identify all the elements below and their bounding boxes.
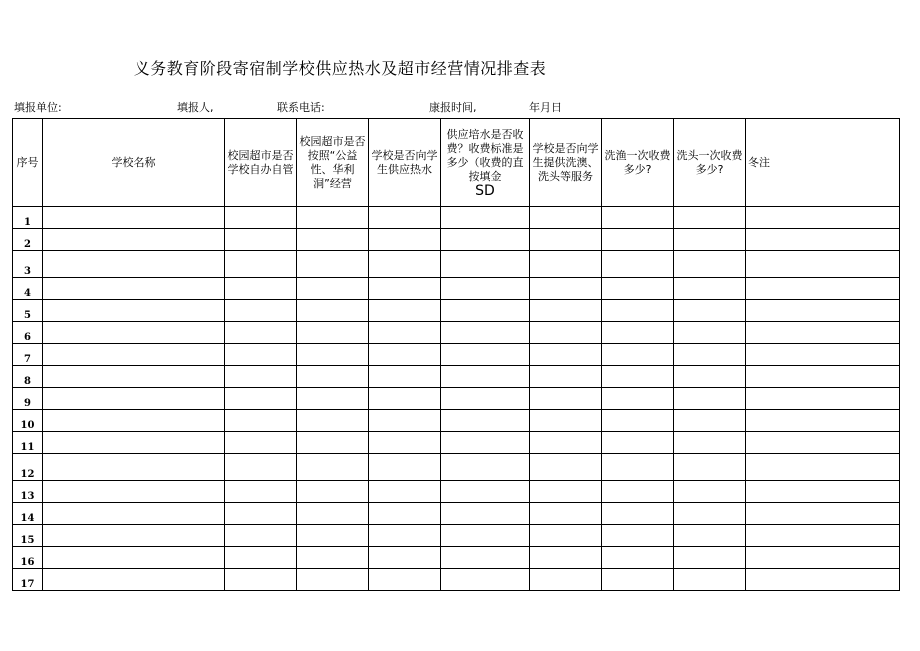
table-cell[interactable] — [43, 300, 225, 322]
unit-label: 填报单位: — [14, 101, 62, 114]
table-cell[interactable] — [602, 322, 674, 344]
table-cell[interactable] — [369, 432, 441, 454]
table-cell[interactable] — [43, 503, 225, 525]
table-cell[interactable] — [297, 547, 369, 569]
table-cell[interactable] — [441, 410, 530, 432]
table-cell[interactable] — [602, 278, 674, 300]
table-cell[interactable] — [602, 432, 674, 454]
table-cell[interactable] — [369, 251, 441, 278]
header-seq: 序号 — [13, 119, 43, 207]
table-row — [13, 481, 900, 503]
row-number: 2 — [13, 229, 43, 251]
table-cell[interactable] — [297, 300, 369, 322]
table-cell[interactable] — [602, 525, 674, 547]
table-cell[interactable] — [746, 454, 900, 481]
table-cell[interactable] — [225, 322, 297, 344]
table-row — [13, 207, 900, 229]
table-cell[interactable] — [225, 525, 297, 547]
header-hot-water: 学校是否向学生供应热水 — [369, 119, 441, 207]
table-cell[interactable] — [746, 300, 900, 322]
table-cell[interactable] — [297, 481, 369, 503]
table-cell[interactable] — [602, 388, 674, 410]
table-cell[interactable] — [297, 251, 369, 278]
table-cell[interactable] — [441, 388, 530, 410]
table-cell[interactable] — [369, 344, 441, 366]
table-cell[interactable] — [530, 547, 602, 569]
header-bath-fee: 洗渔一次收费多少? — [602, 119, 674, 207]
table-cell[interactable] — [746, 251, 900, 278]
table-cell[interactable] — [530, 278, 602, 300]
table-cell[interactable] — [297, 322, 369, 344]
table-cell[interactable] — [297, 207, 369, 229]
table-cell[interactable] — [441, 432, 530, 454]
table-cell[interactable] — [602, 503, 674, 525]
table-cell[interactable] — [225, 503, 297, 525]
table-cell[interactable] — [225, 366, 297, 388]
table-cell[interactable] — [674, 207, 746, 229]
row-number: 11 — [13, 432, 43, 454]
table-cell[interactable] — [602, 229, 674, 251]
table-cell[interactable] — [746, 229, 900, 251]
table-cell[interactable] — [602, 481, 674, 503]
table-cell[interactable] — [297, 388, 369, 410]
table-cell[interactable] — [674, 278, 746, 300]
table-cell[interactable] — [746, 547, 900, 569]
row-number: 13 — [13, 481, 43, 503]
page-title: 义务教育阶段寄宿制学校供应热水及超市经营情况排查表 — [133, 59, 547, 78]
table-cell[interactable] — [297, 525, 369, 547]
table-cell[interactable] — [225, 547, 297, 569]
table-row — [13, 229, 900, 251]
table-cell[interactable] — [674, 344, 746, 366]
row-number: 1 — [13, 207, 43, 229]
header-bath-service: 学校是否向学生提供洗澳、洗头等服务 — [530, 119, 602, 207]
table-cell[interactable] — [674, 366, 746, 388]
date-label: 年月日 — [529, 101, 562, 114]
row-number: 14 — [13, 503, 43, 525]
table-cell[interactable] — [369, 207, 441, 229]
table-cell[interactable] — [225, 207, 297, 229]
table-cell[interactable] — [602, 454, 674, 481]
table-cell[interactable] — [369, 278, 441, 300]
table-cell[interactable] — [530, 569, 602, 591]
table-cell[interactable] — [441, 251, 530, 278]
header-row — [13, 119, 900, 207]
table-cell[interactable] — [674, 432, 746, 454]
table-cell[interactable] — [441, 229, 530, 251]
table-cell[interactable] — [225, 569, 297, 591]
row-number: 15 — [13, 525, 43, 547]
table-row — [13, 525, 900, 547]
table-row — [13, 569, 900, 591]
table-cell[interactable] — [369, 547, 441, 569]
table-cell[interactable] — [43, 481, 225, 503]
table-cell[interactable] — [441, 322, 530, 344]
table-cell[interactable] — [674, 503, 746, 525]
table-cell[interactable] — [746, 278, 900, 300]
row-number: 12 — [13, 454, 43, 481]
table-cell[interactable] — [441, 278, 530, 300]
table-cell[interactable] — [297, 503, 369, 525]
table-cell[interactable] — [369, 481, 441, 503]
row-number: 16 — [13, 547, 43, 569]
table-cell[interactable] — [441, 207, 530, 229]
table-cell[interactable] — [441, 366, 530, 388]
table-cell[interactable] — [369, 300, 441, 322]
table-cell[interactable] — [369, 322, 441, 344]
table-cell[interactable] — [225, 410, 297, 432]
table-cell[interactable] — [746, 481, 900, 503]
table-cell[interactable] — [674, 481, 746, 503]
table-cell[interactable] — [441, 454, 530, 481]
table-cell[interactable] — [746, 503, 900, 525]
table-cell[interactable] — [441, 547, 530, 569]
table-cell[interactable] — [43, 344, 225, 366]
table-cell[interactable] — [746, 344, 900, 366]
table-cell[interactable] — [43, 229, 225, 251]
table-cell[interactable] — [225, 278, 297, 300]
table-cell[interactable] — [530, 454, 602, 481]
table-row — [13, 344, 900, 366]
table-row — [13, 547, 900, 569]
table-cell[interactable] — [43, 547, 225, 569]
table-cell[interactable] — [674, 229, 746, 251]
table-cell[interactable] — [297, 278, 369, 300]
table-cell[interactable] — [225, 251, 297, 278]
table-cell[interactable] — [369, 525, 441, 547]
table-cell[interactable] — [602, 251, 674, 278]
table-cell[interactable] — [43, 410, 225, 432]
table-cell[interactable] — [602, 207, 674, 229]
table-cell[interactable] — [530, 503, 602, 525]
phone-label: 联系电话: — [277, 101, 325, 114]
header-public-benefit: 校园超市是否按照“公益性、华利洞”经营 — [297, 119, 369, 207]
table-cell[interactable] — [441, 481, 530, 503]
header-school-name: 学校名称 — [43, 119, 225, 207]
reporter-label: 填报人, — [177, 101, 214, 114]
row-number: 3 — [13, 251, 43, 278]
table-cell[interactable] — [746, 388, 900, 410]
table-row — [13, 410, 900, 432]
table-cell[interactable] — [530, 481, 602, 503]
table-cell[interactable] — [602, 547, 674, 569]
table-cell[interactable] — [441, 300, 530, 322]
table-cell[interactable] — [225, 229, 297, 251]
table-cell[interactable] — [602, 344, 674, 366]
row-number: 6 — [13, 322, 43, 344]
row-number: 4 — [13, 278, 43, 300]
table-cell[interactable] — [43, 525, 225, 547]
report-time-label: 康报时间, — [429, 101, 477, 114]
table-cell[interactable] — [43, 432, 225, 454]
header-self-run: 校园超市是否学校自办自管 — [225, 119, 297, 207]
table-cell[interactable] — [674, 388, 746, 410]
table-cell[interactable] — [297, 344, 369, 366]
table-cell[interactable] — [297, 229, 369, 251]
table-cell[interactable] — [530, 410, 602, 432]
table-row — [13, 454, 900, 481]
row-number: 10 — [13, 410, 43, 432]
table-cell[interactable] — [369, 388, 441, 410]
table-cell[interactable] — [530, 525, 602, 547]
table-row — [13, 300, 900, 322]
table-cell[interactable] — [674, 300, 746, 322]
table-cell[interactable] — [674, 547, 746, 569]
table-cell[interactable] — [530, 229, 602, 251]
table-cell[interactable] — [43, 454, 225, 481]
table-cell[interactable] — [441, 503, 530, 525]
table-cell[interactable] — [225, 388, 297, 410]
table-cell[interactable] — [602, 410, 674, 432]
table-cell[interactable] — [369, 410, 441, 432]
table-cell[interactable] — [530, 251, 602, 278]
table-cell[interactable] — [225, 432, 297, 454]
table-cell[interactable] — [297, 366, 369, 388]
table-cell[interactable] — [674, 251, 746, 278]
table-cell[interactable] — [297, 454, 369, 481]
table-cell[interactable] — [225, 344, 297, 366]
table-cell[interactable] — [746, 366, 900, 388]
survey-table — [12, 118, 900, 591]
table-cell[interactable] — [530, 207, 602, 229]
row-number: 17 — [13, 569, 43, 591]
table-cell[interactable] — [746, 207, 900, 229]
table-row — [13, 388, 900, 410]
table-cell[interactable] — [225, 454, 297, 481]
table-cell[interactable] — [297, 432, 369, 454]
table-cell[interactable] — [369, 454, 441, 481]
table-cell[interactable] — [369, 569, 441, 591]
table-row — [13, 251, 900, 278]
table-cell[interactable] — [43, 322, 225, 344]
table-cell[interactable] — [43, 207, 225, 229]
table-cell[interactable] — [746, 525, 900, 547]
table-cell[interactable] — [530, 388, 602, 410]
table-cell[interactable] — [530, 300, 602, 322]
table-cell[interactable] — [746, 322, 900, 344]
table-cell[interactable] — [297, 410, 369, 432]
table-cell[interactable] — [441, 569, 530, 591]
table-row — [13, 432, 900, 454]
table-cell[interactable] — [225, 300, 297, 322]
table-cell[interactable] — [674, 322, 746, 344]
header-hair-fee: 洗头一次收费多少? — [674, 119, 746, 207]
table-cell[interactable] — [746, 410, 900, 432]
table-row — [13, 503, 900, 525]
table-cell[interactable] — [43, 366, 225, 388]
table-cell[interactable] — [674, 410, 746, 432]
table-cell[interactable] — [530, 344, 602, 366]
table-cell[interactable] — [746, 569, 900, 591]
table-cell[interactable] — [746, 432, 900, 454]
table-cell[interactable] — [225, 481, 297, 503]
table-cell[interactable] — [602, 300, 674, 322]
table-cell[interactable] — [602, 569, 674, 591]
table-cell[interactable] — [43, 278, 225, 300]
row-number: 5 — [13, 300, 43, 322]
header-remarks: 冬注 — [746, 119, 900, 207]
table-cell[interactable] — [43, 388, 225, 410]
table-cell[interactable] — [530, 432, 602, 454]
table-cell[interactable] — [530, 322, 602, 344]
table-row — [13, 366, 900, 388]
row-number: 7 — [13, 344, 43, 366]
table-cell[interactable] — [441, 344, 530, 366]
table-cell[interactable] — [674, 569, 746, 591]
table-cell[interactable] — [297, 569, 369, 591]
table-cell[interactable] — [369, 503, 441, 525]
table-cell[interactable] — [674, 454, 746, 481]
row-number: 8 — [13, 366, 43, 388]
table-cell[interactable] — [530, 366, 602, 388]
table-cell[interactable] — [369, 366, 441, 388]
row-number: 9 — [13, 388, 43, 410]
table-row — [13, 322, 900, 344]
table-cell[interactable] — [369, 229, 441, 251]
table-cell[interactable] — [43, 251, 225, 278]
header-hot-water-fee: 供应培水是否收费？收费标准是多少（收费的直按填金 SD — [441, 119, 530, 207]
table-cell[interactable] — [43, 569, 225, 591]
table-row — [13, 278, 900, 300]
table-cell[interactable] — [602, 366, 674, 388]
table-cell[interactable] — [674, 525, 746, 547]
table-cell[interactable] — [441, 525, 530, 547]
